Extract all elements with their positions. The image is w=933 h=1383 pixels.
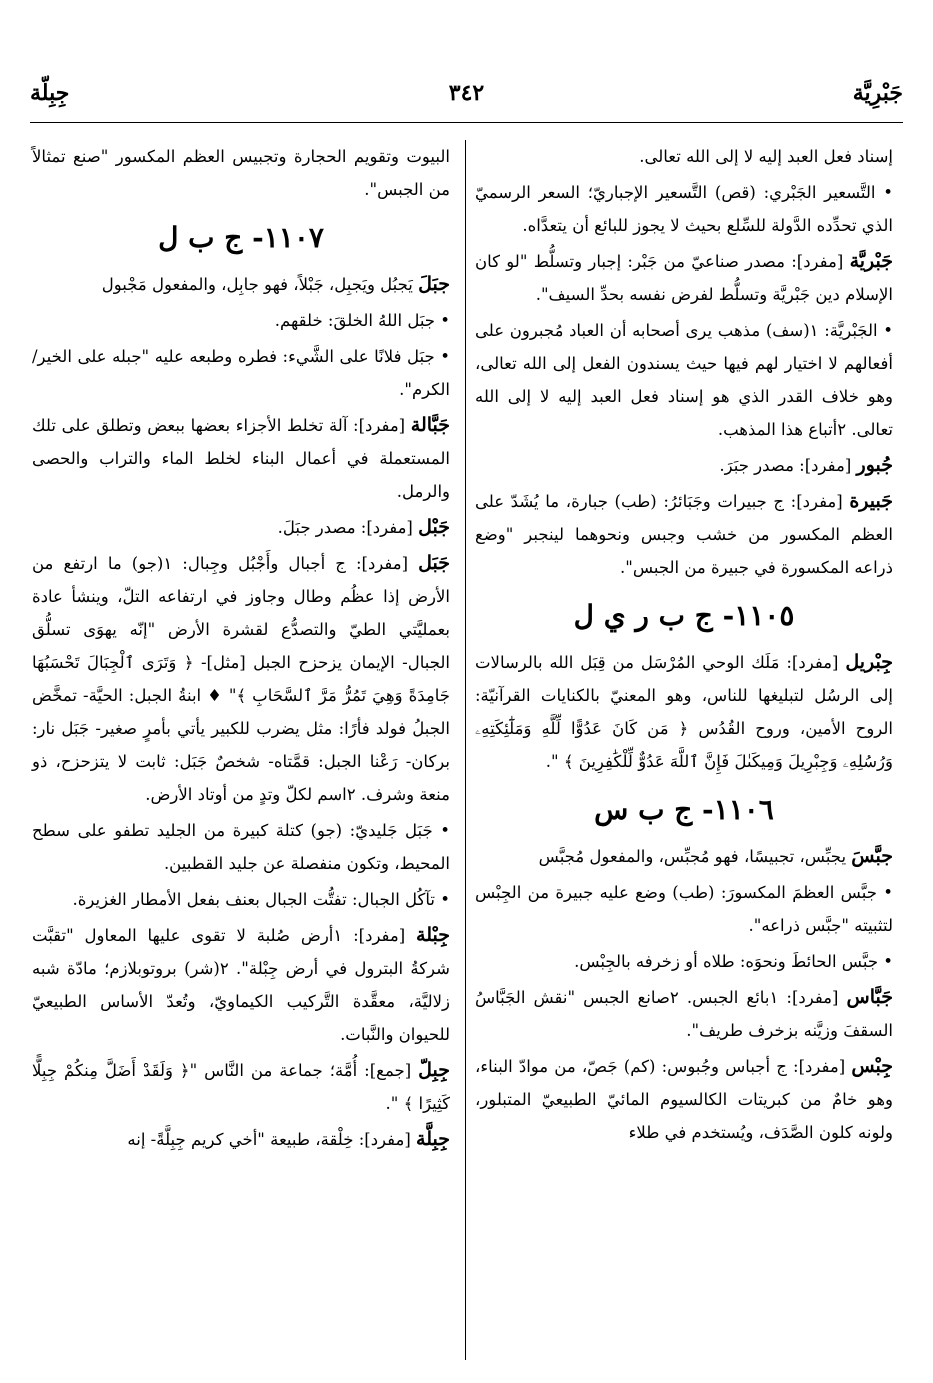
dictionary-entry <box>32 1123 450 1156</box>
dictionary-entry <box>32 340 450 406</box>
page-number: ٣٤٢ <box>448 80 485 106</box>
entry-text: [مفرد]: ج أجبال وأَجْبُل وجِبال: ١(جو) ما ارتفع من الأرض إذا عظُم وطال وجاوز في ارتفاعه التلّ، وينشأ عادة بعمليَّتي الطيّ والتصدُّع لقشرة الأرض "إنّه يهوَى تسلُّق الجبال- الإيمان يزحزح الجبل [مثل]- ﴿ وَتَرَى ٱلْجِبَالَ تَحْسَبُهَا جَامِدَةً وَهِيَ تَمُرُّ مَرَّ ٱلسَّحَابِ ﴾" ♦ ابنةُ الجبل: الحيَّة- تمخَّض الجبلُ فولد فأرًا: مثل يضرب للكبير يأتي بأمرٍ صغير- جَبَل نار: بركان- رَعْنا الجبل: قمَّتاه- شخصٌ جَبَل: ثابت لا يتزحزح، ذو منعة وشرف. ٢اسم لكلّ وتدٍ من أوتاد الأرض. <box>32 554 450 804</box>
root-heading: ١١٠٧- ج ب ل <box>158 221 324 254</box>
dictionary-entry <box>475 1050 893 1149</box>
entry-headword: جَبْل <box>418 516 450 538</box>
entry-text: • تآكُل الجبال: تفتُّت الجبال بعنف بفعل الأمطار الغزيرة. <box>72 890 450 909</box>
entry-text: [مفرد]: آلة تخلط الأجزاء بعضها ببعض وتطلق على تلك المستعملة في أعمال البناء لخلط الماء والتراب والحصى والرمل. <box>32 416 450 501</box>
dictionary-entry <box>32 511 450 544</box>
left-column <box>32 140 450 1159</box>
entry-text: • التَّسعير الجَبْري: (قص) التَّسعير الإجباريّ؛ السعر الرسميّ الذي تحدِّده الدَّولة للسِّلع بحيث لا يجوز للبائع أن يتعدَّاه. <box>475 183 893 235</box>
dictionary-entry <box>475 945 893 978</box>
entry-headword: جَبْريَّة <box>849 250 894 272</box>
dictionary-entry <box>32 919 450 1051</box>
dictionary-entry <box>32 268 450 301</box>
entry-text: • الجَبْريَّة: ١(سف) مذهب يرى أصحابه أن العباد مُجبرون على أفعالهم لا اختيار لهم فيها حيث يسندون الفعل إلى الله تعالى، وهو خلاف القدر الذي هو إسناد فعل العبد إليه لا إلى الله تعالى. ٢أتباع هذا المذهب. <box>475 321 893 439</box>
dictionary-entry <box>475 876 893 942</box>
root-heading: ١١٠٥- ج ب ر ي ل <box>573 599 795 632</box>
dictionary-entry <box>475 245 893 311</box>
dictionary-entry <box>475 449 893 482</box>
entry-text: [مفرد]: مَلَك الوحي المُرْسَل من قِبَل الله بالرسالات إلى الرسُل لتبليغها للناس، وهو المعنيّ بالكنايات القرآنيّة: الروح الأمين، وروح القُدُس ﴿ مَن كَانَ عَدُوًّا لِّلَّهِ وَمَلَٰٓئِكَتِهِۦ وَرُسُلِهِۦ وَجِبْرِيلَ وَمِيكَىٰلَ فَإِنَّ ٱللَّهَ عَدُوٌّ لِّلْكَٰفِرِينَ ﴾ ". <box>475 653 893 771</box>
dictionary-entry <box>32 547 450 811</box>
dictionary-entry <box>32 304 450 337</box>
entry-text: البيوت وتقويم الحجارة وتجبيس العظم المكسور "صنع تمثالاً من الجبس". <box>32 147 450 199</box>
entry-headword: جِبِلّ <box>418 1059 450 1081</box>
right-column <box>475 140 893 1152</box>
page-header <box>30 72 903 123</box>
entry-text: [مفرد]: مصدر جبَرَ. <box>719 456 852 475</box>
entry-headword: جبَلَ <box>418 273 450 295</box>
entry-text: • جبَل فلانًا على الشَّيء: فطره وطبعه عليه "جبله على الخير/ الكرم". <box>32 347 450 399</box>
entry-text: [جمع]: أُمَّة؛ جماعة من النَّاس "﴿ وَلَقَدْ أَضَلَّ مِنكُمْ جِبِلًّا كَثِيرًا ﴾ ". <box>32 1061 450 1113</box>
dictionary-entry <box>32 883 450 916</box>
header-first-word: جَبْرِيَّة <box>852 80 903 106</box>
entry-text: يجبِّس، تجبيسًا، فهو مُجبِّس، والمفعول مُجبَّس <box>538 847 847 866</box>
header-last-word: جِبِلّة <box>30 80 70 106</box>
entry-headword: جَبَّاس <box>846 986 894 1008</box>
entry-text: [مفرد]: ١أرض صُلبة لا تقوى عليها المعاول "تقبَّت شركةُ البترول في أرض جِبْلة". ٢(شر) بروتوبلازم؛ مادّة شبه زلاليَّة، معقَّدة التَّركيب الكيماويّ، وتُعدّ الأساس الطبيعيّ للحيوان والنَّبات. <box>32 926 450 1044</box>
entry-text: [مفرد]: مصدر جبَلَ. <box>277 518 413 537</box>
entry-text: إسناد فعل العبد إليه لا إلى الله تعالى. <box>639 147 893 166</box>
entry-text: [مفرد]: مصدر صناعيّ من جَبْر: إجبار وتسلُّط "لو كان الإسلام دين جَبْريَّة وتسلُّط لفرض نفسه بحدِّ السيف". <box>475 252 893 304</box>
dictionary-entry <box>475 646 893 778</box>
entry-text: • جبَل اللهُ الخلقَ: خلقهم. <box>274 311 450 330</box>
entry-text: • جَبَل جَليديّ: (جو) كتلة كبيرة من الجليد تطفو على سطح المحيط، وتكون منفصلة عن جليد القطبين. <box>32 821 450 873</box>
dictionary-entry <box>32 409 450 508</box>
dictionary-entry <box>475 981 893 1047</box>
dictionary-entry <box>475 314 893 446</box>
entry-headword: جَبيرة <box>849 490 893 512</box>
entry-headword: جُبور <box>856 454 893 476</box>
entry-text: يَجبُل ويَجبِل، جَبْلاً، فهو جابِل، والمفعول مَجْبول <box>101 275 413 294</box>
entry-text: [مفرد]: خِلْقة، طبيعة "أخي كريم جِبِلَّةً- إنه <box>127 1130 411 1149</box>
dictionary-entry <box>32 1054 450 1120</box>
dictionary-entry <box>475 140 893 173</box>
root-heading: ١١٠٦- ج ب س <box>594 793 774 826</box>
dictionary-entry <box>475 485 893 584</box>
entry-text: [مفرد]: ج أجباس وجُبوس: (كم) جَصّ، من موادّ البناء، وهو خامٌ من كبريتات الكالسيوم المائيّ الطبيعيّ المتبلور، ولونه كلون الصَّدَف، ويُستخدم في طلاء <box>475 1057 893 1142</box>
entry-text: [مفرد]: ج جبيرات وجَبَائرُ: (طب) جبارة، ما يُشَدّ على العظم المكسور من خشب وجبس ونحوهما لينجبر "وضع ذراعه المكسورة في جبيرة من الجبس". <box>475 492 893 577</box>
entry-headword: جِبِلَّة <box>416 1128 450 1150</box>
entry-text: • جبَّس العظمَ المكسورَ: (طب) وضع عليه جبيرة من الجِبْس لتثبيته "جبَّس ذراعه". <box>475 883 893 935</box>
entry-headword: جبَّسَ <box>851 845 893 867</box>
dictionary-entry <box>32 140 450 206</box>
column-divider <box>465 140 466 1360</box>
entry-headword: جِبْريل <box>845 651 893 673</box>
dictionary-entry <box>475 176 893 242</box>
entry-headword: جَبَّالة <box>410 414 451 436</box>
entry-text: [مفرد]: ١بائع الجبس. ٢صانع الجبس "نقش الجَبَّاسُ السقفَ وزيَّنه بزخرف طريف". <box>475 988 893 1040</box>
entry-text: • جبَّس الحائطَ ونحوَه: طلاه أو زخرفه بالجِبْس. <box>574 952 893 971</box>
entry-headword: جَبَل <box>418 552 450 574</box>
dictionary-entry <box>475 840 893 873</box>
entry-headword: جِبْس <box>851 1055 894 1077</box>
dictionary-entry <box>32 814 450 880</box>
entry-headword: جِبْلة <box>416 924 451 946</box>
